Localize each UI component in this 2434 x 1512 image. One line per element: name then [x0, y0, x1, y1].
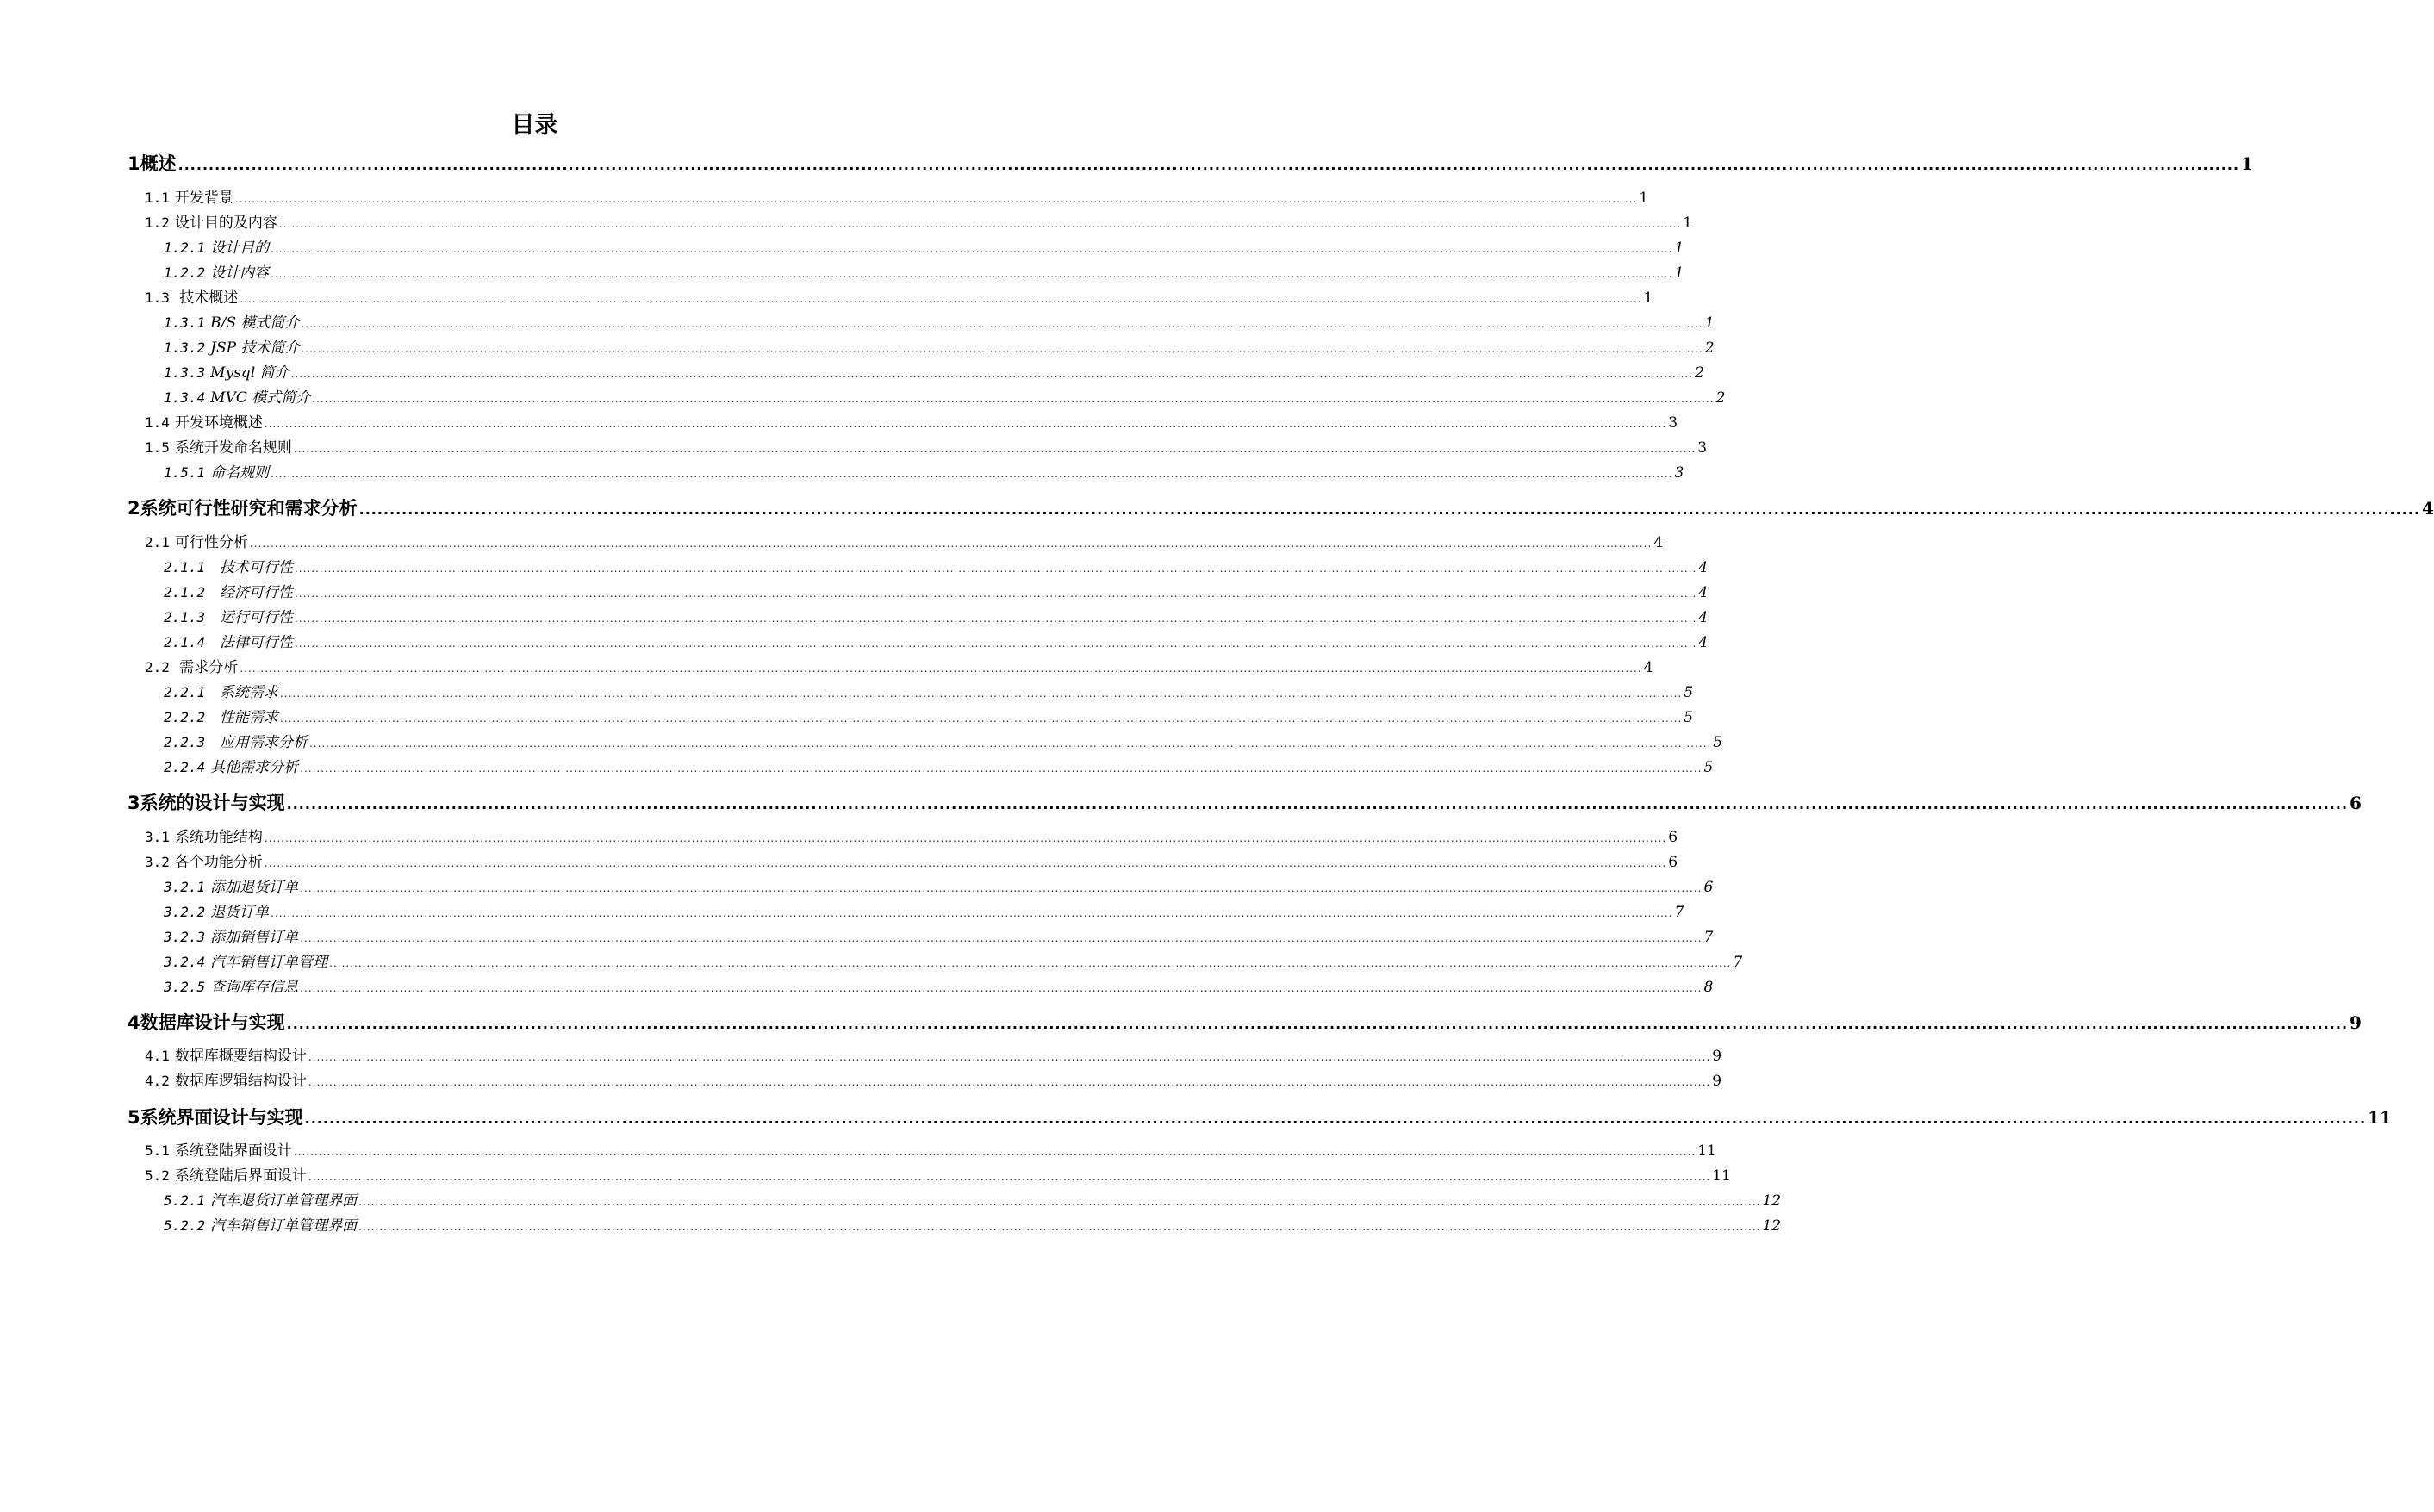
toc-entry-level2 — [145, 410, 1678, 436]
toc-entry-title: 性能需求 — [210, 709, 278, 726]
toc-entry-title: 数据库逻辑结构设计 — [174, 1073, 307, 1090]
toc-entry-level2 — [145, 530, 1664, 556]
toc-entry-number: 1.3.2 — [164, 339, 206, 356]
toc-entry-level3 — [164, 924, 1714, 950]
toc-dot-leader: .................................................................................................................................................................................................................................................................................................................................................. — [308, 1171, 1711, 1183]
toc-entry-number: 1.3.4 — [164, 389, 206, 406]
toc-dot-leader: .................................................................................................................................................................................................................................................................................................................................................. — [293, 443, 1696, 455]
toc-entry-number: 1.3 — [145, 289, 170, 306]
toc-entry-number: 3.1 — [145, 829, 170, 845]
toc-entry-page: 7 — [1733, 954, 1743, 971]
toc-entry-page: 3 — [1674, 464, 1684, 482]
toc-entry-number: 2.1.2 — [164, 584, 206, 600]
toc-entry-number: 1.2.2 — [164, 264, 206, 281]
toc-entry-level3 — [164, 555, 1709, 581]
toc-entry-title: 系统需求 — [210, 684, 278, 701]
toc-entry-level3 — [164, 755, 1714, 781]
toc-dot-leader: .................................................................................................................................................................................................................................................................................................................................................. — [264, 418, 1667, 430]
toc-entry-page: 7 — [1703, 929, 1714, 946]
toc-entry-page: 3 — [1697, 439, 1708, 457]
toc-entry-title: 添加销售订单 — [210, 929, 299, 946]
toc-entry-level2 — [145, 824, 1678, 850]
toc-entry-title: 技术概述 — [174, 289, 239, 307]
toc-entry-title: 经济可行性 — [210, 584, 293, 601]
toc-entry-number: 2 — [128, 498, 140, 519]
toc-entry-page: 1 — [1643, 289, 1653, 307]
toc-entry-title: 法律可行性 — [210, 634, 293, 651]
toc-entry-title: 退货订单 — [210, 904, 270, 921]
toc-entry-number: 2.2.4 — [164, 759, 206, 775]
toc-entry-page: 9 — [1712, 1073, 1722, 1090]
toc-entry-page: 1 — [1683, 215, 1693, 232]
toc-entry-page: 4 — [1698, 634, 1709, 651]
toc-dot-leader: .................................................................................................................................................................................................................................................................................................................................................. — [290, 368, 1693, 380]
toc-entry-page: 11 — [2368, 1107, 2392, 1128]
toc-entry-page: 9 — [2350, 1012, 2362, 1033]
toc-entry-page: 12 — [1762, 1217, 1782, 1235]
toc-entry-number: 1.1 — [145, 190, 170, 206]
toc-entry-number: 2.2.2 — [164, 709, 206, 725]
toc-dot-leader: .................................................................................................................................................................................................................................................................................................................................................. — [308, 737, 1712, 750]
toc-entry-title: Mysql 简介 — [210, 364, 289, 382]
toc-dot-leader: .................................................................................................................................................................................................................................................................................................................................................. — [358, 1196, 1761, 1208]
toc-entry-title: 需求分析 — [174, 659, 239, 676]
toc-entry-level2 — [145, 285, 1653, 311]
toc-entry-page: 1 — [1704, 314, 1715, 332]
toc-dot-leader: .................................................................................................................................................................................................................................................................................................................................................. — [301, 343, 1703, 355]
toc-entry-number: 5.1 — [145, 1142, 170, 1159]
toc-entry-level3 — [164, 899, 1684, 925]
toc-entry-page: 1 — [1639, 190, 1649, 207]
toc-entry-level1 — [128, 1007, 2362, 1038]
toc-entry-page: 1 — [1674, 264, 1684, 282]
toc-dot-leader: .................................................................................................................................................................................................................................................................................................................................................. — [264, 832, 1667, 844]
toc-entry-page: 4 — [1698, 609, 1709, 626]
toc-entry-title: 汽车退货订单管理界面 — [210, 1192, 358, 1210]
toc-entry-level3 — [164, 580, 1709, 606]
toc-dot-leader: .................................................................................................................................................................................................................................................................................................................................................. — [294, 588, 1697, 600]
toc-entry-level3 — [164, 360, 1704, 386]
toc-entry-level1 — [128, 1102, 2392, 1133]
toc-dot-leader: .................................................................................................................................................................................................................................................................................................................................................. — [271, 243, 1673, 255]
toc-entry-page: 7 — [1674, 904, 1684, 921]
toc-entry-title: 应用需求分析 — [210, 734, 308, 751]
toc-entry-title: 系统开发命名规则 — [174, 439, 292, 457]
toc-dot-leader: .................................................................................................................................................................................................................................................................................................................................................. — [300, 982, 1703, 994]
toc-dot-leader: .................................................................................................................................................................................................................................................................................................................................................. — [294, 638, 1697, 650]
toc-entry-number: 1.2.1 — [164, 240, 206, 256]
toc-dot-leader: .................................................................................................................................................................................................................................................................................................................................................. — [286, 1016, 2349, 1032]
toc-entry-title: 查询库存信息 — [210, 979, 299, 996]
toc-dot-leader: .................................................................................................................................................................................................................................................................................................................................................. — [279, 712, 1683, 725]
toc-entry-title: 开发环境概述 — [174, 414, 263, 432]
toc-entry-number: 3 — [128, 793, 140, 813]
toc-entry-title: 可行性分析 — [174, 534, 248, 551]
toc-entry-page: 6 — [1668, 829, 1678, 846]
toc-entry-level3 — [164, 705, 1694, 731]
toc-dot-leader: .................................................................................................................................................................................................................................................................................................................................................. — [329, 957, 1732, 969]
toc-entry-number: 2.2 — [145, 659, 170, 675]
toc-entry-level3 — [164, 680, 1694, 706]
toc-entry-level3 — [164, 1188, 1782, 1214]
toc-entry-title: JSP 技术简介 — [210, 339, 300, 357]
toc-entry-number: 3.2.3 — [164, 929, 206, 945]
toc-entry-page: 12 — [1762, 1192, 1782, 1210]
toc-entry-page: 5 — [1684, 684, 1694, 701]
toc-entry-number: 3.2 — [145, 854, 170, 870]
toc-entry-number: 5.2.1 — [164, 1192, 206, 1209]
toc-entry-page: 9 — [1712, 1048, 1722, 1065]
toc-entry-level3 — [164, 335, 1715, 361]
toc-entry-number: 4 — [128, 1012, 140, 1033]
toc-entry-title: 系统登陆界面设计 — [174, 1142, 292, 1160]
toc-entry-title: 技术可行性 — [210, 559, 293, 576]
toc-dot-leader: .................................................................................................................................................................................................................................................................................................................................................. — [358, 1221, 1761, 1233]
toc-entry-page: 5 — [1703, 759, 1714, 776]
toc-entry-page: 11 — [1697, 1142, 1716, 1160]
toc-entry-title: 系统登陆后界面设计 — [174, 1167, 307, 1185]
toc-dot-leader: .................................................................................................................................................................................................................................................................................................................................................. — [293, 1146, 1696, 1158]
toc-entry-title: MVC 模式简介 — [210, 389, 311, 407]
toc-entry-title: 系统功能结构 — [174, 829, 263, 846]
toc-entry-level1 — [128, 493, 2434, 524]
toc-entry-page: 4 — [1698, 559, 1709, 576]
toc-entry-title: 系统界面设计与实现 — [140, 1107, 303, 1128]
toc-entry-number: 2.1.1 — [164, 559, 206, 576]
toc-entry-level3 — [164, 1213, 1782, 1239]
toc-dot-leader: .................................................................................................................................................................................................................................................................................................................................................. — [249, 538, 1653, 550]
toc-entry-title: 系统可行性研究和需求分析 — [140, 498, 358, 519]
toc-entry-level3 — [164, 310, 1715, 336]
toc-dot-leader: .................................................................................................................................................................................................................................................................................................................................................. — [358, 501, 2421, 518]
toc-entry-title: 数据库设计与实现 — [140, 1012, 285, 1033]
toc-entry-title: 命名规则 — [210, 464, 270, 482]
toc-dot-leader: .................................................................................................................................................................................................................................................................................................................................................. — [312, 393, 1715, 405]
toc-entry-page: 2 — [1704, 339, 1715, 357]
toc-entry-number: 1.5 — [145, 439, 170, 456]
toc-entry-level2 — [145, 185, 1649, 211]
toc-entry-level2 — [145, 1068, 1722, 1094]
toc-entry-page: 6 — [2350, 793, 2362, 813]
toc-entry-title: 设计目的 — [210, 240, 270, 257]
toc-dot-leader: .................................................................................................................................................................................................................................................................................................................................................. — [271, 268, 1673, 280]
toc-entry-page: 4 — [1653, 534, 1664, 551]
toc-entry-number: 2.1 — [145, 534, 170, 551]
toc-entry-page: 3 — [1668, 414, 1678, 432]
toc-dot-leader: .................................................................................................................................................................................................................................................................................................................................................. — [304, 1111, 2367, 1127]
toc-dot-leader: .................................................................................................................................................................................................................................................................................................................................................. — [271, 468, 1673, 480]
toc-entry-number: 1.5.1 — [164, 464, 206, 481]
toc-entry-page: 4 — [2422, 498, 2434, 519]
toc-entry-page: 2 — [1715, 389, 1726, 407]
toc-dot-leader: .................................................................................................................................................................................................................................................................................................................................................. — [308, 1076, 1711, 1088]
toc-entry-page: 4 — [1643, 659, 1653, 676]
toc-entry-number: 2.2.1 — [164, 684, 206, 700]
toc-entry-number: 2.1.3 — [164, 609, 206, 625]
toc-entry-title: 汽车销售订单管理 — [210, 954, 328, 971]
toc-entry-number: 2.1.4 — [164, 634, 206, 650]
toc-entry-page: 5 — [1684, 709, 1694, 726]
toc-entry-title: 各个功能分析 — [174, 854, 263, 871]
toc-entry-number: 1 — [128, 153, 140, 174]
toc-entry-number: 1.3.1 — [164, 314, 206, 331]
toc-entry-number: 2.2.3 — [164, 734, 206, 750]
toc-dot-leader: .................................................................................................................................................................................................................................................................................................................................................. — [294, 563, 1697, 575]
toc-entry-level1 — [128, 148, 2253, 179]
toc-dot-leader: .................................................................................................................................................................................................................................................................................................................................................. — [300, 882, 1703, 894]
toc-entry-title: 汽车销售订单管理界面 — [210, 1217, 358, 1235]
toc-entry-number: 5.2 — [145, 1167, 170, 1184]
toc-entry-page: 6 — [1668, 854, 1678, 871]
toc-entry-page: 5 — [1713, 734, 1723, 751]
toc-entry-title: 系统的设计与实现 — [140, 793, 285, 813]
toc-entry-title: 设计目的及内容 — [174, 215, 277, 232]
toc-title: 目录 — [511, 112, 558, 139]
toc-entry-level2 — [145, 655, 1653, 681]
toc-entry-number: 1.4 — [145, 414, 170, 431]
toc-entry-level3 — [164, 730, 1723, 756]
toc-entry-number: 1.2 — [145, 215, 170, 231]
toc-entry-title: 运行可行性 — [210, 609, 293, 626]
toc-entry-title: 概述 — [140, 153, 177, 174]
toc-entry-title: 添加退货订单 — [210, 879, 299, 896]
toc-dot-leader: .................................................................................................................................................................................................................................................................................................................................................. — [240, 663, 1642, 675]
toc-entry-level3 — [164, 630, 1709, 656]
toc-entry-number: 3.2.1 — [164, 879, 206, 895]
toc-entry-level3 — [164, 974, 1714, 1000]
toc-dot-leader: .................................................................................................................................................................................................................................................................................................................................................. — [300, 932, 1703, 944]
toc-entry-level3 — [164, 874, 1714, 900]
toc-entry-page: 11 — [1712, 1167, 1731, 1185]
toc-entry-page: 6 — [1703, 879, 1714, 896]
toc-dot-leader: .................................................................................................................................................................................................................................................................................................................................................. — [234, 193, 1638, 205]
toc-entry-level1 — [128, 787, 2362, 818]
toc-entry-level3 — [164, 235, 1684, 261]
toc-entry-level2 — [145, 1138, 1716, 1164]
toc-entry-level3 — [164, 605, 1709, 631]
toc-dot-leader: .................................................................................................................................................................................................................................................................................................................................................. — [300, 762, 1703, 775]
toc-entry-page: 1 — [1674, 240, 1684, 257]
toc-entry-level2 — [145, 1163, 1731, 1189]
toc-entry-level3 — [164, 260, 1684, 286]
toc-dot-leader: .................................................................................................................................................................................................................................................................................................................................................. — [294, 613, 1697, 625]
toc-entry-number: 3.2.2 — [164, 904, 206, 920]
toc-entry-level2 — [145, 849, 1678, 875]
toc-entry-number: 3.2.5 — [164, 979, 206, 995]
toc-entry-number: 4.1 — [145, 1048, 170, 1064]
toc-dot-leader: .................................................................................................................................................................................................................................................................................................................................................. — [301, 318, 1703, 330]
toc-dot-leader: .................................................................................................................................................................................................................................................................................................................................................. — [286, 796, 2349, 812]
toc-entry-level3 — [164, 949, 1743, 975]
toc-dot-leader: .................................................................................................................................................................................................................................................................................................................................................. — [308, 1051, 1711, 1063]
toc-entry-number: 5.2.2 — [164, 1217, 206, 1234]
toc-entry-level2 — [145, 210, 1693, 236]
toc-entry-page: 4 — [1698, 584, 1709, 601]
toc-entry-number: 3.2.4 — [164, 954, 206, 970]
toc-entry-page: 1 — [2241, 153, 2253, 174]
toc-entry-number: 5 — [128, 1107, 140, 1128]
toc-entry-title: B/S 模式简介 — [210, 314, 300, 332]
toc-dot-leader: .................................................................................................................................................................................................................................................................................................................................................. — [279, 688, 1683, 700]
toc-entry-title: 开发背景 — [174, 190, 233, 207]
toc-entry-page: 8 — [1703, 979, 1714, 996]
toc-entry-level3 — [164, 460, 1684, 486]
toc-entry-number: 1.3.3 — [164, 364, 206, 381]
toc-dot-leader: .................................................................................................................................................................................................................................................................................................................................................. — [240, 293, 1642, 305]
toc-entry-page: 2 — [1694, 364, 1704, 382]
toc-dot-leader: .................................................................................................................................................................................................................................................................................................................................................. — [271, 907, 1673, 919]
toc-dot-leader: .................................................................................................................................................................................................................................................................................................................................................. — [264, 857, 1667, 869]
toc-entry-level2 — [145, 1043, 1722, 1069]
toc-dot-leader: .................................................................................................................................................................................................................................................................................................................................................. — [278, 218, 1682, 230]
toc-entry-title: 其他需求分析 — [210, 759, 299, 776]
toc-entry-title: 设计内容 — [210, 264, 270, 282]
toc-entry-title: 数据库概要结构设计 — [174, 1048, 307, 1065]
toc-entry-level2 — [145, 435, 1708, 461]
toc-dot-leader: .................................................................................................................................................................................................................................................................................................................................................. — [177, 157, 2240, 173]
toc-entry-level3 — [164, 385, 1726, 411]
toc-entry-number: 4.2 — [145, 1073, 170, 1089]
